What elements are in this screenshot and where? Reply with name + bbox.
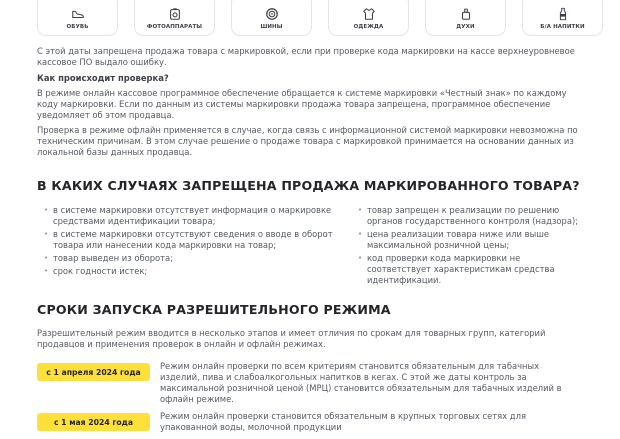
shirt-icon bbox=[362, 7, 376, 21]
perfume-icon bbox=[459, 7, 473, 21]
category-label: ДУХИ bbox=[456, 24, 475, 30]
list-item: • срок годности истек; bbox=[44, 266, 358, 277]
category-shoes[interactable] bbox=[37, 0, 118, 36]
stage-date-badge: с 1 мая 2024 года bbox=[37, 413, 150, 431]
list-item: • товар запрещен к реализации по решению органов государственного контроля (надзора); bbox=[358, 205, 585, 227]
category-tires[interactable] bbox=[231, 0, 312, 36]
stage-description: Режим онлайн проверки по всем критериям становится обязательным для табачных изделий, пива и слабоалкогольных напитков в кегах. С этой же даты контроль за максимальной розничной ценой (МРЦ) становится обязательным для табачных изделий в офлайн режиме. bbox=[160, 361, 562, 404]
list-item: • в системе маркировки отсутствуют сведения о вводе в оборот товара или нанесении кода маркировки на товар; bbox=[44, 229, 358, 251]
list-item: • в системе маркировки отсутствует информация о маркировке средствами идентификации товара; bbox=[44, 205, 358, 227]
prohibited-heading: В КАКИХ СЛУЧАЯХ ЗАПРЕЩЕНА ПРОДАЖА МАРКИРОВАННОГО ТОВАРА? bbox=[37, 178, 580, 193]
check-question: Как происходит проверка? bbox=[37, 73, 169, 83]
category-label: ОДЕЖДА bbox=[353, 24, 384, 30]
terms-paragraph: Разрешительный режим вводится в несколько этапов и имеет отличия по срокам для товарных групп, категорий продавцов и применения проверок в онлайн и офлайн режимах. bbox=[37, 328, 546, 349]
bottle-icon bbox=[556, 7, 570, 21]
category-clothes[interactable] bbox=[328, 0, 409, 36]
prohibited-list bbox=[37, 205, 585, 288]
category-cameras[interactable] bbox=[134, 0, 215, 36]
category-soft-drinks[interactable] bbox=[522, 0, 603, 36]
category-label: Б/А НАПИТКИ bbox=[540, 24, 585, 30]
category-label: ОБУВЬ bbox=[66, 24, 89, 30]
list-item: • цена реализации товара ниже или выше максимальной розничной цены; bbox=[358, 229, 585, 251]
tire-icon bbox=[265, 7, 279, 21]
offline-check-paragraph: Проверка в режиме офлайн применяется в случае, когда связь с информационной системой маркировки невозможна по техническим причинам. В этом случае решение о продаже товара с маркировкой принимается на основании данных из локальной базы данных продавца. bbox=[37, 125, 578, 157]
shoe-icon bbox=[71, 7, 85, 21]
list-item: • товар выведен из оборота; bbox=[44, 253, 358, 264]
list-item: • код проверки кода маркировки не соответствует характеристикам средства идентификации. bbox=[358, 253, 585, 286]
prohibited-list-left bbox=[37, 205, 358, 288]
camera-icon bbox=[168, 7, 182, 21]
intro-paragraph: С этой даты запрещена продажа товара с маркировкой, если при проверке кода маркировки на кассе верхнеуровневое кассовое ПО выдало ошибку. bbox=[37, 46, 575, 67]
stage-description: Режим онлайн проверки становится обязательным в крупных торговых сетях для упакованной воды, молочной продукции bbox=[160, 411, 526, 432]
stage-row bbox=[37, 361, 585, 405]
category-label: ШИНЫ bbox=[260, 24, 283, 30]
category-perfume[interactable] bbox=[425, 0, 506, 36]
terms-heading: СРОКИ ЗАПУСКА РАЗРЕШИТЕЛЬНОГО РЕЖИМА bbox=[37, 302, 391, 317]
stage-date-badge: с 1 апреля 2024 года bbox=[37, 363, 150, 381]
online-check-paragraph: В режиме онлайн кассовое программное обеспечение обращается к системе маркировки «Честный знак» по каждому коду маркировки. Если по данным из системы маркировки продажа товара запрещена, программное обеспечение уведомляет об этом продавца. bbox=[37, 88, 567, 120]
category-bar bbox=[37, 0, 603, 36]
category-label: ФОТОАППАРАТЫ bbox=[146, 24, 203, 30]
prohibited-list-right bbox=[358, 205, 585, 288]
article-content bbox=[37, 46, 585, 439]
